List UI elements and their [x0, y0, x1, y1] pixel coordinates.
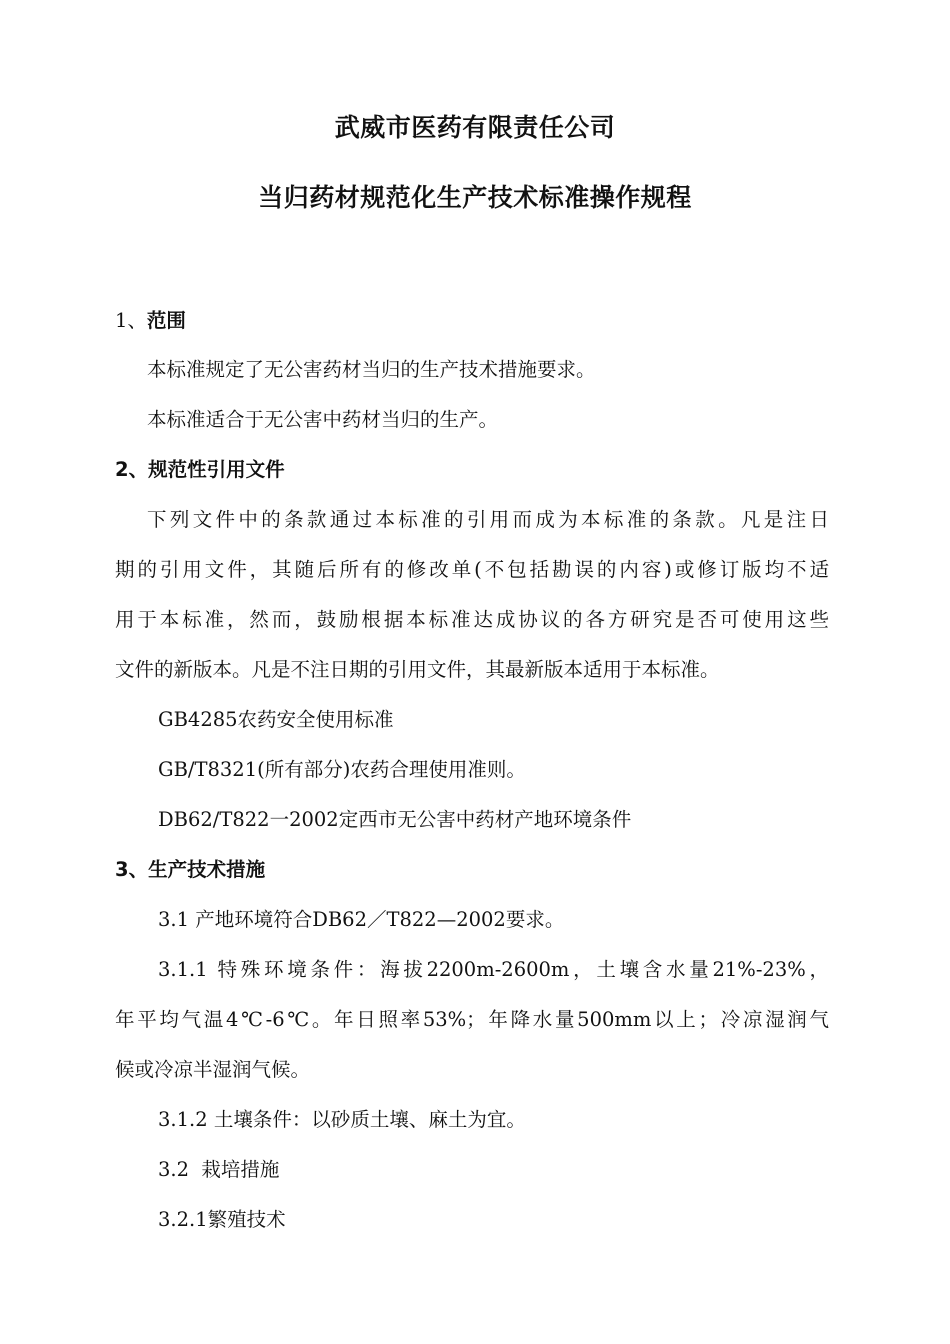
reference-db62-t822: DB62/T822一2002定西市无公害中药材产地环境条件 [158, 808, 632, 831]
section-2-heading: 2、规范性引用文件 [115, 458, 285, 481]
section-3-1-1-line-3: 候或冷凉半湿润气候。 [115, 1058, 311, 1081]
section-1-paragraph-1: 本标准规定了无公害药材当归的生产技术措施要求。 [147, 358, 596, 381]
section-3-2: 3.2 栽培措施 [158, 1158, 280, 1181]
section-3-1-1-line-2: 年平均气温4℃-6℃。年日照率53%；年降水量500mm以上；冷凉湿润气 [115, 1008, 829, 1031]
section-2-paragraph-line-1: 下列文件中的条款通过本标准的引用而成为本标准的条款。凡是注日 [147, 508, 829, 531]
section-1-heading [115, 306, 186, 336]
section-3-1-2: 3.1.2 土壤条件：以砂质土壤、麻土为宜。 [158, 1108, 526, 1131]
section-1-number: 1、 [115, 309, 147, 332]
reference-gbt8321: GB/T8321(所有部分)农药合理使用准则。 [158, 758, 526, 781]
section-2-paragraph-line-4: 文件的新版本。凡是不注日期的引用文件，其最新版本适用于本标准。 [115, 658, 720, 681]
reference-gb4285: GB4285农药安全使用标准 [158, 708, 394, 731]
document-title: 当归药材规范化生产技术标准操作规程 [258, 183, 692, 212]
section-2-paragraph-line-3: 用于本标准，然而，鼓励根据本标准达成协议的各方研究是否可使用这些 [115, 608, 829, 631]
section-3-heading: 3、生产技术措施 [115, 858, 266, 881]
section-3-2-1: 3.2.1繁殖技术 [158, 1208, 286, 1231]
section-1-paragraph-2: 本标准适合于无公害中药材当归的生产。 [147, 408, 499, 431]
section-1-title: 范围 [146, 309, 186, 332]
section-3-1-1-line-1: 3.1.1 特殊环境条件：海拔2200m-2600m，土壤含水量21%-23%， [158, 958, 829, 981]
section-2-paragraph-line-2: 期的引用文件，其随后所有的修改单(不包括勘误的内容)或修订版均不适 [115, 558, 829, 581]
section-3-1: 3.1 产地环境符合DB62／T822—2002要求。 [158, 908, 565, 931]
company-name: 武威市医药有限责任公司 [334, 113, 616, 142]
